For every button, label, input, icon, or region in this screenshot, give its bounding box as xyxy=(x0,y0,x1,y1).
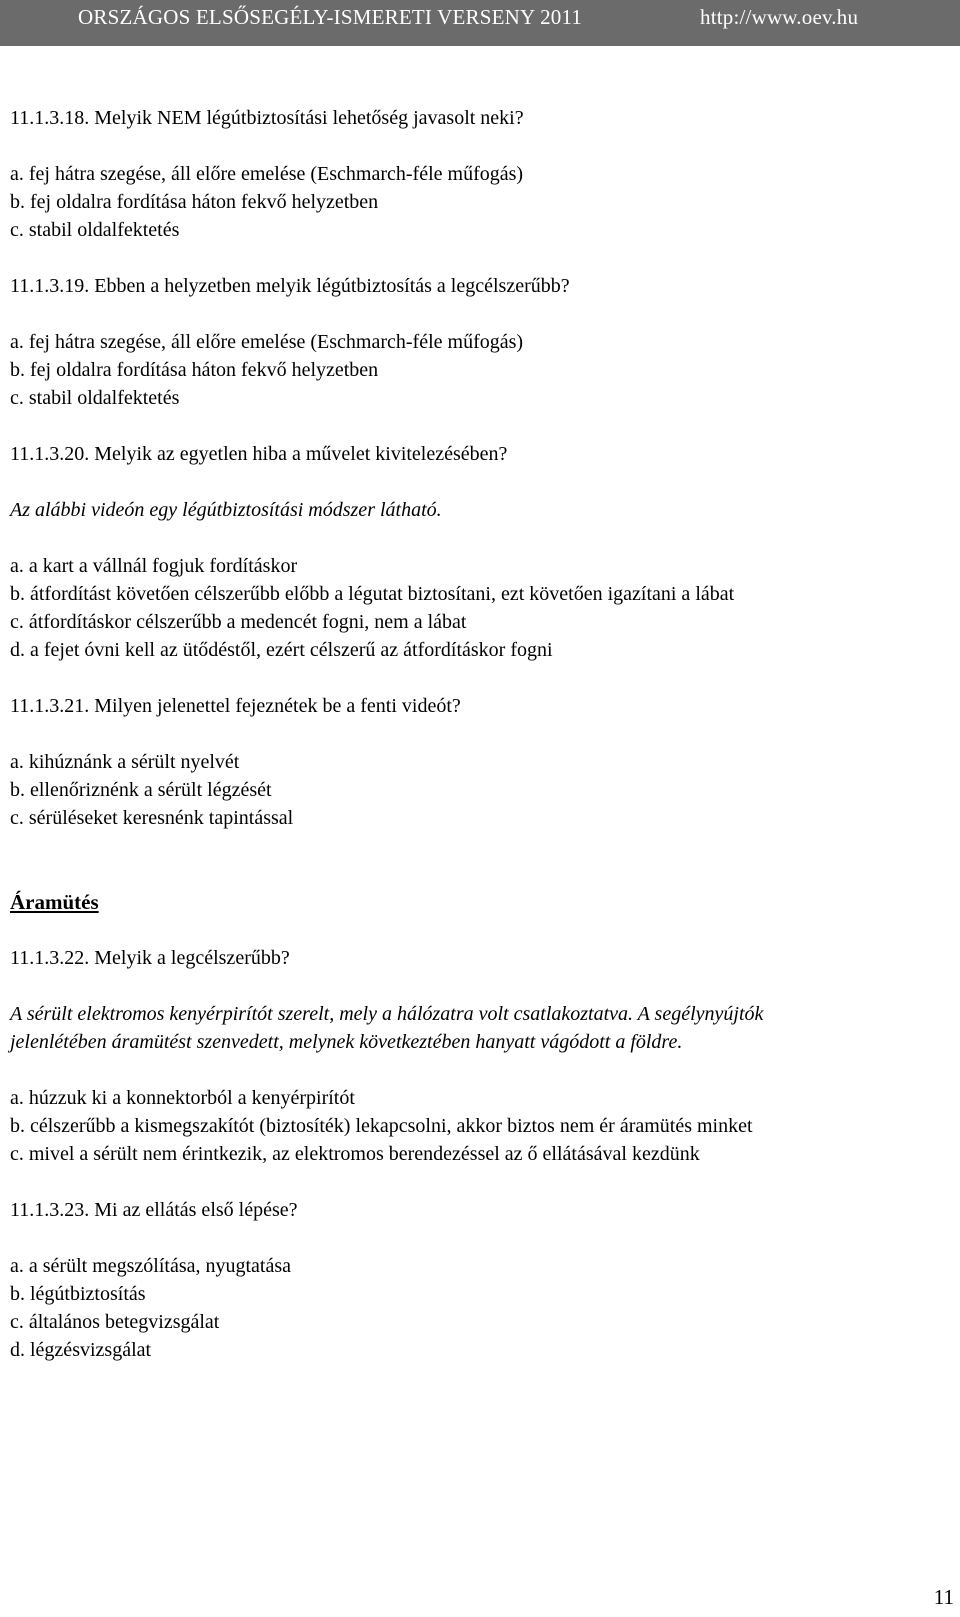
question-23: 11.1.3.23. Mi az ellátás első lépése? xyxy=(10,1199,298,1221)
q21-option-b: b. ellenőriznénk a sérült légzését xyxy=(10,779,272,801)
q22-note-line1: A sérült elektromos kenyérpirítót szerelt, mely a hálózatra volt csatlakoztatva. A segélynyújtók xyxy=(10,1003,764,1025)
question-20: 11.1.3.20. Melyik az egyetlen hiba a művelet kivitelezésében? xyxy=(10,443,508,465)
section-heading: Áramütés xyxy=(10,890,99,914)
q22-note-line2: jelenlétében áramütést szenvedett, melynek következtében hanyatt vágódott a földre. xyxy=(10,1031,683,1053)
q20-option-d: d. a fejet óvni kell az ütődéstől, ezért célszerű az átfordításkor fogni xyxy=(10,639,553,661)
header-title: ORSZÁGOS ELSŐSEGÉLY-ISMERETI VERSENY 2011 xyxy=(78,5,583,29)
q20-note: Az alábbi videón egy légútbiztosítási módszer látható. xyxy=(10,499,442,521)
question-22: 11.1.3.22. Melyik a legcélszerűbb? xyxy=(10,947,290,969)
q19-option-c: c. stabil oldalfektetés xyxy=(10,387,180,409)
q22-option-c: c. mivel a sérült nem érintkezik, az elektromos berendezéssel az ő ellátásával kezdünk xyxy=(10,1143,700,1165)
q21-option-c: c. sérüléseket keresnénk tapintással xyxy=(10,807,294,829)
q23-option-b: b. légútbiztosítás xyxy=(10,1283,146,1305)
q18-option-b: b. fej oldalra fordítása háton fekvő helyzetben xyxy=(10,191,379,213)
q18-option-a: a. fej hátra szegése, áll előre emelése (Eschmarch-féle műfogás) xyxy=(10,163,524,185)
q21-option-a: a. kihúznánk a sérült nyelvét xyxy=(10,751,240,773)
q20-option-c: c. átfordításkor célszerűbb a medencét fogni, nem a lábat xyxy=(10,611,467,633)
q18-option-c: c. stabil oldalfektetés xyxy=(10,219,180,241)
question-19: 11.1.3.19. Ebben a helyzetben melyik légútbiztosítás a legcélszerűbb? xyxy=(10,275,570,297)
question-18: 11.1.3.18. Melyik NEM légútbiztosítási lehetőség javasolt neki? xyxy=(10,107,524,129)
header-url: http://www.oev.hu xyxy=(700,5,859,29)
q19-option-b: b. fej oldalra fordítása háton fekvő helyzetben xyxy=(10,359,379,381)
page-number: 11 xyxy=(933,1585,954,1609)
q23-option-a: a. a sérült megszólítása, nyugtatása xyxy=(10,1255,292,1277)
q22-option-a: a. húzzuk ki a konnektorból a kenyérpirítót xyxy=(10,1087,355,1109)
q23-option-c: c. általános betegvizsgálat xyxy=(10,1311,220,1333)
question-21: 11.1.3.21. Milyen jelenettel fejeznétek be a fenti videót? xyxy=(10,695,461,717)
q23-option-d: d. légzésvizsgálat xyxy=(10,1339,152,1361)
q20-option-b: b. átfordítást követően célszerűbb előbb a légutat biztosítani, ezt követően igazítani a lábat xyxy=(10,583,735,605)
q22-option-b: b. célszerűbb a kismegszakítót (biztosíték) lekapcsolni, akkor biztos nem ér áramütés minket xyxy=(10,1115,753,1137)
q20-option-a: a. a kart a vállnál fogjuk fordításkor xyxy=(10,555,298,577)
page-header xyxy=(0,0,960,46)
q19-option-a: a. fej hátra szegése, áll előre emelése (Eschmarch-féle műfogás) xyxy=(10,331,524,353)
